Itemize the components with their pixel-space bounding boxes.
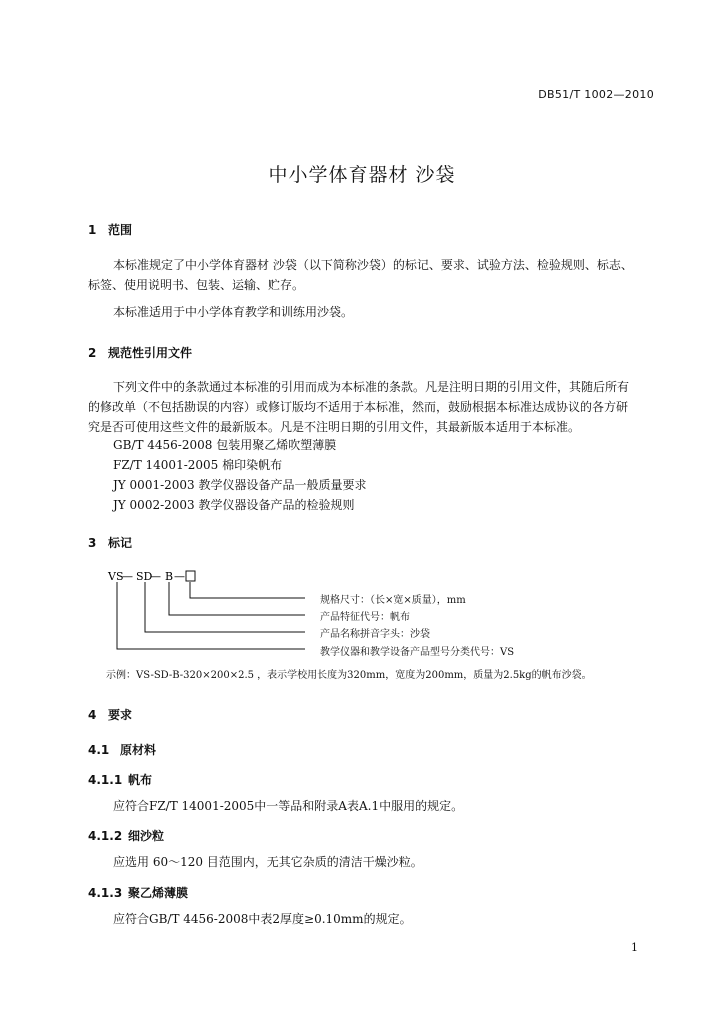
marking-label-feature: 产品特征代号：帆布 [320, 612, 410, 623]
code-sd: SD [136, 570, 153, 583]
section-4-1-heading [88, 741, 156, 758]
ref-item-4: JY 0002-2003 教学仪器设备产品的检验规则 [113, 498, 355, 512]
section-title: 范围 [108, 223, 133, 237]
section-4-1-2-heading [88, 827, 164, 844]
section-number: 4.1.1 [88, 773, 123, 787]
section-title: 要求 [108, 708, 133, 722]
section-title: 标记 [108, 536, 133, 550]
refs-para-line3: 究是否可使用这些文件的最新版本。凡是不注明日期的引用文件，其最新版本适用于本标准。 [88, 420, 581, 434]
section-number: 4.1.3 [88, 886, 123, 900]
req-film-text: 应符合GB/T 4456-2008中表2厚度≥0.10mm的规定。 [113, 912, 412, 926]
dash-2: — [150, 570, 161, 583]
section-number: 4.1 [88, 743, 110, 757]
section-4-1-1-heading [88, 771, 152, 788]
ref-item-2: FZ/T 14001-2005 棉印染帆布 [113, 458, 283, 472]
marking-label-spec: 规格尺寸：（长×宽×质量），mm [320, 595, 466, 606]
ref-item-3: JY 0001-2003 教学仪器设备产品一般质量要求 [113, 478, 367, 492]
section-title: 规范性引用文件 [108, 346, 193, 360]
section-title: 帆布 [128, 773, 153, 787]
refs-para-line2: 的修改单（不包括勘误的内容）或修订版均不适用于本标准，然而，鼓励根据本标准达成协议的各方研 [88, 400, 629, 414]
section-number: 1 [88, 223, 97, 237]
section-title: 细沙粒 [128, 829, 165, 843]
dash-1: — [122, 570, 133, 583]
refs-para-line1: 下列文件中的条款通过本标准的引用而成为本标准的条款。凡是注明日期的引用文件，其随后所有 [113, 380, 630, 394]
scope-para1-line2: 标签、使用说明书、包装、运输、贮存。 [88, 278, 305, 292]
dash-3: — [174, 570, 185, 583]
section-number: 2 [88, 346, 97, 360]
marking-label-class: 教学仪器和教学设备产品型号分类代号：VS [320, 647, 515, 658]
section-title: 原材料 [120, 743, 157, 757]
leader-line-spec [190, 582, 305, 598]
section-number: 4.1.2 [88, 829, 123, 843]
section-title: 聚乙烯薄膜 [128, 886, 189, 900]
req-canvas-text: 应符合FZ/T 14001-2005中一等品和附录A表A.1中服用的规定。 [113, 799, 464, 813]
document-code: DB51/T 1002—2010 [538, 88, 654, 101]
section-4-heading [88, 706, 132, 723]
section-1-heading [88, 221, 132, 238]
section-number: 3 [88, 536, 97, 550]
section-2-heading [88, 344, 192, 361]
section-4-1-3-heading [88, 884, 188, 901]
spec-placeholder-box [186, 571, 195, 581]
ref-item-1: GB/T 4456-2008 包装用聚乙烯吹塑薄膜 [113, 438, 337, 452]
code-b: B [165, 570, 174, 583]
page-number: 1 [631, 941, 638, 954]
section-number: 4 [88, 708, 97, 722]
marking-example: 示例：VS-SD-B-320×200×2.5 ，表示学校用长度为320mm，宽度为200mm，质量为2.5kg的帆布沙袋。 [106, 670, 592, 681]
scope-para2: 本标准适用于中小学体育教学和训练用沙袋。 [113, 305, 354, 319]
code-vs: VS [108, 570, 124, 583]
req-sand-text: 应选用 60～120 目范围内，无其它杂质的清洁干燥沙粒。 [113, 855, 423, 869]
section-3-heading [88, 534, 132, 551]
scope-para1-line1: 本标准规定了中小学体育器材 沙袋（以下简称沙袋）的标记、要求、试验方法、检验规则、标志、 [113, 258, 633, 272]
page-title: 中小学体育器材 沙袋 [268, 164, 456, 186]
marking-label-name: 产品名称拼音字头：沙袋 [320, 629, 430, 640]
